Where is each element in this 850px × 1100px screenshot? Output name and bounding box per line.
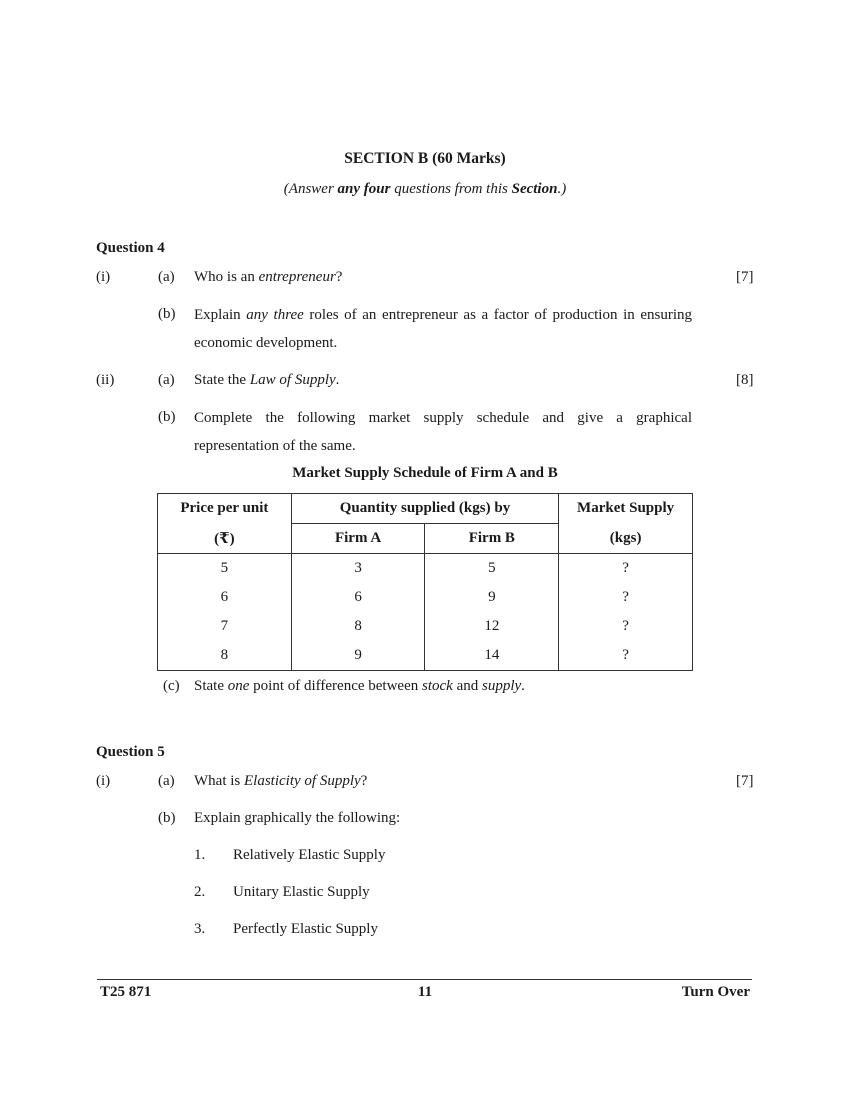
header-firm-b: Firm B [425,524,559,554]
q4-ii-c-label: (c) [163,678,180,694]
list-item: Relatively Elastic Supply [233,847,386,863]
cell-market: ? [559,583,693,612]
q4-part-ii-label: (ii) [96,372,115,388]
footer-divider [97,979,752,980]
cell-price: 5 [158,554,292,584]
header-market-supply: Market Supply [559,494,693,524]
q5-i-b-label: (b) [158,810,176,826]
cell-market: ? [559,554,693,584]
list-item-number: 2. [194,884,206,900]
section-title: SECTION B (60 Marks) [344,150,506,167]
q5-i-marks: [7] [736,773,754,789]
cell-market: ? [559,641,693,671]
q4-i-b-label: (b) [158,306,176,322]
table-row [158,583,693,612]
header-quantity: Quantity supplied (kgs) by [291,494,558,524]
q4-ii-a-label: (a) [158,372,175,388]
q4-i-b-text: Explain any three roles of an entrepreneur as a factor of production in ensuring economic development. [194,307,693,351]
cell-firm-a: 8 [291,612,425,641]
q4-part-i-label: (i) [96,269,111,285]
q4-i-marks: [7] [736,269,754,285]
q5-i-b-text: Explain graphically the following: [194,810,401,826]
table-row [158,641,693,671]
q5-i-a-text: What is Elasticity of Supply? [194,773,368,789]
table-row [158,554,693,584]
cell-price: 7 [158,612,292,641]
cell-firm-b: 14 [425,641,559,671]
q4-ii-marks: [8] [736,372,754,388]
q4-i-a-text: Who is an entrepreneur? [194,269,343,285]
cell-firm-a: 6 [291,583,425,612]
q4-ii-b-text: Complete the following market supply schedule and give a graphical representation of the same. [194,410,692,454]
cell-firm-a: 3 [291,554,425,584]
q5-part-i-label: (i) [96,773,111,789]
table-row [158,612,693,641]
cell-firm-b: 12 [425,612,559,641]
q4-ii-a-text: State the Law of Supply. [194,372,340,388]
cell-firm-b: 5 [425,554,559,584]
question-5-heading: Question 5 [96,744,165,760]
footer-page-number: 11 [417,984,433,1000]
q4-ii-b-label: (b) [158,409,176,425]
header-market-supply-unit: (kgs) [559,524,693,554]
section-instruction: (Answer any four questions from this Section.) [283,181,567,197]
header-price-unit: (₹) [158,524,292,554]
cell-firm-a: 9 [291,641,425,671]
cell-market: ? [559,612,693,641]
list-item-number: 3. [194,921,206,937]
list-item-number: 1. [194,847,206,863]
footer-paper-code: T25 871 [100,984,152,1000]
cell-price: 6 [158,583,292,612]
cell-firm-b: 9 [425,583,559,612]
footer-turn-over: Turn Over [681,984,750,1000]
list-item: Perfectly Elastic Supply [233,921,378,937]
header-firm-a: Firm A [291,524,425,554]
q4-ii-c-text: State one point of difference between stock and supply. [194,678,525,694]
q5-i-a-label: (a) [158,773,175,789]
list-item: Unitary Elastic Supply [233,884,370,900]
header-price: Price per unit [158,494,292,524]
market-supply-table [157,493,693,671]
q4-i-a-label: (a) [158,269,175,285]
cell-price: 8 [158,641,292,671]
question-4-heading: Question 4 [96,240,165,256]
table-title: Market Supply Schedule of Firm A and B [292,465,558,481]
